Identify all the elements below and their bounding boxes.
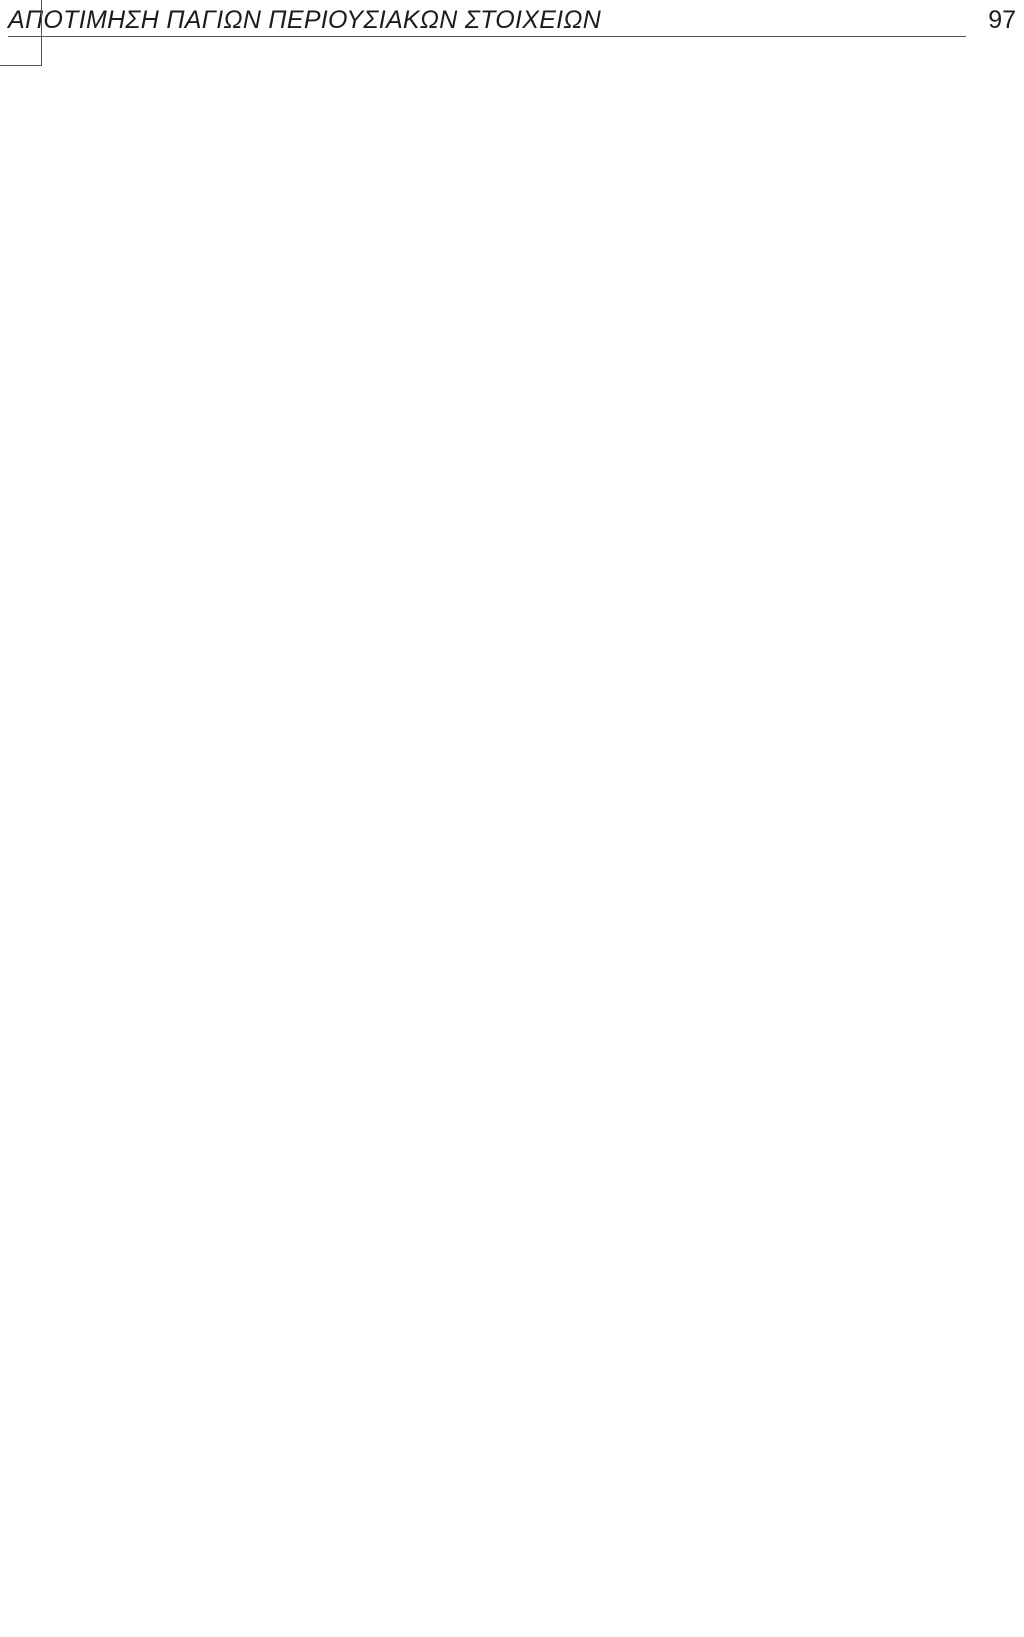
rotated-table-container (0, 0, 42, 66)
table-header-row (0, 0, 42, 66)
header-extra (0, 0, 42, 66)
header-rule (8, 36, 966, 37)
asset-depreciation-table (0, 0, 42, 66)
page-header-title: ΑΠΟΤΙΜΗΣΗ ΠΑΓΙΩΝ ΠΕΡΙΟΥΣΙΑΚΩΝ ΣΤΟΙΧΕΙΩΝ (8, 6, 602, 34)
page-number: 97 (988, 6, 1016, 34)
